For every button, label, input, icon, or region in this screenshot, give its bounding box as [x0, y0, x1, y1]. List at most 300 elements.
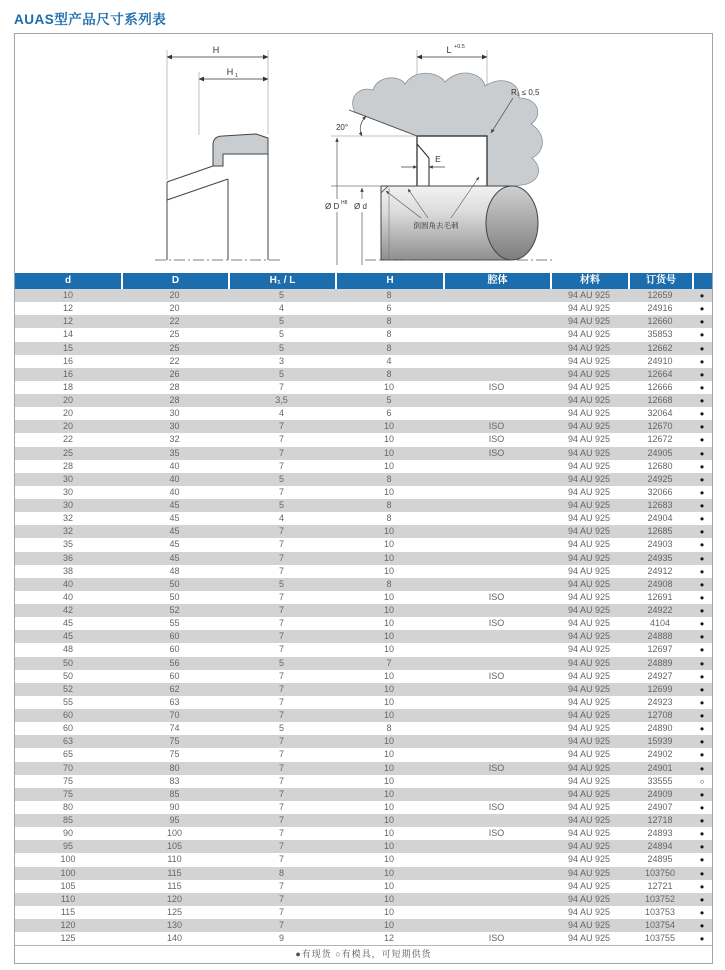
- cell: 45: [169, 500, 180, 510]
- availability-dot: ●: [699, 592, 705, 602]
- cell: 7: [278, 631, 284, 642]
- cell: 5: [278, 578, 284, 589]
- cell: 12662: [647, 342, 673, 353]
- table-row: [15, 762, 712, 775]
- cell: ISO: [488, 762, 505, 773]
- cell: 12691: [647, 591, 673, 602]
- availability-dot: ●: [699, 789, 705, 799]
- availability-dot: ●: [699, 474, 705, 484]
- availability-dot: ●: [699, 632, 705, 642]
- cell: 125: [166, 906, 183, 917]
- table-row: [15, 709, 712, 722]
- table-row: [15, 289, 712, 302]
- cell: 5: [278, 316, 284, 327]
- cell: 7: [278, 801, 284, 812]
- cell: 8: [386, 473, 392, 484]
- cell: 10: [383, 762, 394, 773]
- column-header: D: [121, 273, 228, 289]
- availability-dot: ●: [699, 422, 705, 432]
- cell: 7: [278, 880, 284, 891]
- cell: 60: [62, 723, 73, 734]
- cell: 94 AU 925: [567, 880, 611, 891]
- cell: 94 AU 925: [567, 657, 611, 668]
- cell: 94 AU 925: [567, 710, 611, 720]
- availability-dot: ●: [699, 579, 705, 589]
- cell: 10: [383, 906, 394, 917]
- cell: 12: [62, 303, 73, 314]
- cell: 10: [383, 644, 394, 655]
- availability-dot: ●: [699, 881, 705, 891]
- table-row: [15, 578, 712, 591]
- cell: 94 AU 925: [567, 552, 611, 563]
- cell: 12680: [647, 460, 673, 471]
- cell: 94 AU 925: [567, 395, 611, 405]
- column-header: H: [335, 273, 443, 289]
- cell: 24923: [647, 696, 673, 707]
- table-row: [15, 696, 712, 709]
- cell: 140: [166, 933, 183, 944]
- cell: 103754: [644, 920, 676, 930]
- cell: ISO: [488, 801, 505, 812]
- cell: 94 AU 925: [567, 290, 611, 300]
- cell: 8: [386, 513, 392, 524]
- table-row: [15, 932, 712, 945]
- table-row: [15, 565, 712, 578]
- table-row: [15, 394, 712, 407]
- cell: 10: [383, 539, 394, 550]
- cell: 8: [386, 342, 392, 353]
- availability-dot: ●: [699, 894, 705, 904]
- cell: 60: [62, 710, 73, 720]
- cell: 94 AU 925: [567, 736, 611, 747]
- cell: 56: [169, 657, 180, 668]
- cell: 7: [278, 565, 284, 576]
- cell: 10: [383, 486, 394, 497]
- cell: 94 AU 925: [567, 696, 611, 707]
- seal-cross-section: [155, 45, 281, 260]
- cell: 120: [166, 893, 183, 904]
- table-row: [15, 906, 712, 919]
- cell: 7: [386, 657, 392, 668]
- cell: 94 AU 925: [567, 762, 611, 773]
- cell: 8: [278, 867, 284, 878]
- cell: ISO: [488, 618, 505, 629]
- cell: 10: [383, 460, 394, 471]
- availability-dot: ●: [699, 842, 705, 852]
- cell: 85: [169, 788, 180, 799]
- cell: 7: [278, 644, 284, 655]
- availability-dot: ●: [699, 671, 705, 681]
- cell: [443, 919, 550, 932]
- cell: 55: [62, 696, 73, 707]
- cell: 32: [62, 526, 73, 537]
- cell: 10: [383, 828, 394, 839]
- dia-groove-label: Ø D: [325, 202, 340, 211]
- cell: 10: [383, 526, 394, 537]
- cell: 40: [169, 486, 180, 497]
- cell: 94 AU 925: [567, 447, 611, 458]
- cell: [443, 643, 550, 656]
- availability-dot: ●: [699, 711, 705, 720]
- cell: 94 AU 925: [567, 670, 611, 681]
- table-row: [15, 643, 712, 656]
- cell: ISO: [488, 933, 505, 944]
- availability-dot: ○: [699, 776, 705, 786]
- table-row: [15, 657, 712, 670]
- cell: 94 AU 925: [567, 526, 611, 537]
- cell: 10: [383, 683, 394, 694]
- cell: 12708: [647, 710, 673, 720]
- availability-dot: ●: [699, 304, 705, 314]
- cell: 12718: [647, 815, 673, 825]
- cell: 94 AU 925: [567, 368, 611, 379]
- cell: 94 AU 925: [567, 605, 611, 615]
- table-row: [15, 342, 712, 355]
- groove-outline: [417, 136, 487, 187]
- cell: 94 AU 925: [567, 539, 611, 550]
- cell: 10: [383, 775, 394, 786]
- cell: [443, 788, 550, 801]
- table-row: [15, 919, 712, 932]
- availability-dot: ●: [699, 435, 705, 445]
- cell: 100: [166, 828, 183, 839]
- cell: 10: [383, 421, 394, 432]
- availability-dot: ●: [699, 448, 705, 458]
- availability-dot: ●: [699, 382, 705, 392]
- cell: 80: [62, 801, 73, 812]
- cell: 63: [62, 736, 73, 747]
- cell: 24889: [647, 657, 673, 668]
- cell: 20: [62, 408, 73, 419]
- cell: 7: [278, 854, 284, 865]
- cell: 75: [169, 749, 180, 760]
- cell: 94 AU 925: [567, 500, 611, 510]
- table-row: [15, 328, 712, 341]
- cell: 115: [167, 867, 182, 878]
- cell: 24912: [647, 565, 673, 576]
- cell: 7: [278, 788, 284, 799]
- angle-label: 20°: [335, 123, 349, 132]
- availability-dot: ●: [699, 921, 705, 930]
- column-header: 材料: [550, 273, 628, 289]
- cell: 95: [62, 841, 73, 852]
- cell: 10: [383, 447, 394, 458]
- cell: 12659: [647, 290, 673, 300]
- cell: 115: [167, 880, 182, 891]
- cell: 8: [386, 723, 392, 734]
- cell: 103753: [644, 906, 676, 917]
- table-row: [15, 670, 712, 683]
- cell: 28: [169, 395, 180, 405]
- cell: 24888: [647, 631, 673, 642]
- cell: 94 AU 925: [567, 434, 611, 445]
- table-row: [15, 801, 712, 814]
- cell: [443, 657, 550, 670]
- cell: 7: [278, 815, 284, 825]
- cell: 22: [169, 316, 180, 327]
- cell: 24910: [647, 355, 673, 366]
- cell: 10: [383, 618, 394, 629]
- dim-label-H1: H: [226, 67, 234, 77]
- cell: 110: [167, 854, 182, 865]
- cell: [443, 538, 550, 551]
- cell: 94 AU 925: [567, 329, 611, 340]
- cell: 32: [62, 513, 73, 524]
- cell: 32066: [647, 486, 673, 497]
- cell: 70: [169, 710, 180, 720]
- cell: 7: [278, 749, 284, 760]
- cell: [443, 604, 550, 617]
- availability-dot: ●: [699, 409, 705, 419]
- availability-dot: ●: [699, 396, 705, 405]
- cell: 35: [62, 539, 73, 550]
- cell: [443, 906, 550, 919]
- cell: 94 AU 925: [567, 933, 611, 944]
- availability-legend: ●有现货 ○有模具，可短期供货: [15, 945, 712, 963]
- cell: 94 AU 925: [567, 867, 611, 878]
- dim-label-L-tolerance: +0.5: [454, 44, 465, 50]
- cell: ISO: [488, 447, 505, 458]
- seal-cap: [213, 134, 268, 166]
- cell: 12: [383, 933, 394, 944]
- table-row: [15, 617, 712, 630]
- cell: 7: [278, 552, 284, 563]
- availability-dot: ●: [699, 868, 705, 878]
- cell: 5: [278, 329, 284, 340]
- availability-dot: ●: [699, 829, 705, 839]
- cell: 94 AU 925: [567, 749, 611, 760]
- cell: 94 AU 925: [567, 460, 611, 471]
- cell: 30: [169, 421, 180, 432]
- cell: 24902: [647, 749, 673, 760]
- table-row: [15, 368, 712, 381]
- cell: ISO: [488, 381, 505, 392]
- cell: 24890: [647, 723, 673, 734]
- column-header: 订货号: [628, 273, 692, 289]
- cell: [443, 394, 550, 407]
- cell: 10: [383, 867, 394, 878]
- cell: [443, 460, 550, 473]
- availability-dot: ●: [699, 606, 705, 615]
- cell: 30: [62, 500, 73, 510]
- cell: 110: [60, 893, 76, 904]
- cell: 60: [169, 670, 180, 681]
- cell: 7: [278, 906, 284, 917]
- availability-dot: ●: [699, 737, 705, 747]
- cell: 25: [169, 342, 180, 353]
- cell: 85: [62, 815, 73, 825]
- availability-dot: ●: [699, 461, 705, 471]
- cell: 94 AU 925: [567, 408, 611, 419]
- cell: 103750: [644, 867, 676, 878]
- cell: 12670: [647, 421, 673, 432]
- cell: 94 AU 925: [567, 893, 611, 904]
- cell: 94 AU 925: [567, 815, 611, 825]
- cell: 5: [278, 473, 284, 484]
- cell: [443, 525, 550, 538]
- table-row: [15, 748, 712, 761]
- cell: 40: [62, 591, 73, 602]
- table-row: [15, 486, 712, 499]
- table-row: [15, 447, 712, 460]
- cell: 90: [169, 801, 180, 812]
- cell: 4: [386, 355, 392, 366]
- cell: 10: [383, 854, 394, 865]
- cell: 115: [60, 906, 76, 917]
- cell: 24893: [647, 828, 673, 839]
- cell: 24909: [647, 788, 673, 799]
- cell: 10: [383, 893, 394, 904]
- cell: 94 AU 925: [567, 303, 611, 314]
- cell: 60: [169, 644, 180, 655]
- cell: 22: [62, 434, 73, 445]
- cell: 90: [62, 828, 73, 839]
- dia-groove-tolerance: H8: [341, 200, 348, 206]
- cell: 94 AU 925: [567, 381, 611, 392]
- cell: 45: [169, 526, 180, 537]
- cell: 24916: [647, 303, 673, 314]
- dimension-diameters: [323, 138, 371, 265]
- cell: 20: [62, 421, 73, 432]
- cell: 42: [62, 605, 73, 615]
- cell: 10: [383, 381, 394, 392]
- cell: 8: [386, 316, 392, 327]
- cell: 33555: [647, 775, 673, 786]
- availability-dot: ●: [699, 356, 705, 366]
- cell: 10: [383, 710, 394, 720]
- dimension-L: [417, 44, 487, 57]
- cell: [443, 630, 550, 643]
- cell: 50: [62, 670, 73, 681]
- cell: 94 AU 925: [567, 591, 611, 602]
- cell: 75: [62, 775, 73, 786]
- cell: 20: [169, 303, 180, 314]
- table-row: [15, 420, 712, 433]
- cell: 24908: [647, 578, 673, 589]
- cell: 45: [62, 631, 73, 642]
- availability-dot: ●: [699, 501, 705, 510]
- cell: 94 AU 925: [567, 486, 611, 497]
- cell: 12: [62, 316, 73, 327]
- cell: [443, 709, 550, 722]
- cell: 24895: [647, 854, 673, 865]
- availability-dot: ●: [699, 934, 705, 944]
- cell: 10: [383, 880, 394, 891]
- cell: 5: [278, 500, 284, 510]
- cell: ISO: [488, 828, 505, 839]
- cell: 94 AU 925: [567, 906, 611, 917]
- technical-drawing: [15, 34, 712, 273]
- table-row: [15, 355, 712, 368]
- availability-dot: ●: [699, 527, 705, 537]
- cell: 95: [169, 815, 180, 825]
- cell: 60: [169, 631, 180, 642]
- cell: 48: [62, 644, 73, 655]
- availability-dot: ●: [699, 907, 705, 917]
- cell: 94 AU 925: [567, 920, 611, 930]
- cell: 10: [383, 565, 394, 576]
- cell: 7: [278, 486, 284, 497]
- cell: 14: [62, 329, 73, 340]
- cell: [443, 735, 550, 748]
- cell: 8: [386, 290, 392, 300]
- cell: 7: [278, 618, 284, 629]
- cell: [443, 748, 550, 761]
- table-row: [15, 512, 712, 525]
- availability-dot: ●: [699, 369, 705, 379]
- content-frame: [14, 33, 713, 964]
- cell: [443, 512, 550, 525]
- cell: [443, 328, 550, 341]
- cell: 8: [386, 500, 392, 510]
- cell: 8: [386, 578, 392, 589]
- cell: 7: [278, 381, 284, 392]
- cell: 20: [169, 290, 180, 300]
- table-row: [15, 853, 712, 866]
- cell: 24901: [647, 762, 673, 773]
- cell: 26: [169, 368, 180, 379]
- cell: 10: [383, 670, 394, 681]
- cell: [443, 840, 550, 853]
- cell: 5: [278, 368, 284, 379]
- availability-dot: ●: [699, 697, 705, 707]
- cell: 7: [278, 920, 284, 930]
- cell: 4: [278, 513, 284, 524]
- cell: 94 AU 925: [567, 644, 611, 655]
- availability-dot: ●: [699, 684, 705, 694]
- cell: [443, 368, 550, 381]
- table-row: [15, 630, 712, 643]
- cell: 10: [383, 696, 394, 707]
- table-row: [15, 538, 712, 551]
- cell: 94 AU 925: [567, 421, 611, 432]
- cell: 5: [278, 723, 284, 734]
- cell: 94 AU 925: [567, 723, 611, 734]
- table-row: [15, 525, 712, 538]
- cell: 16: [62, 355, 73, 366]
- cell: 7: [278, 670, 284, 681]
- table-row: [15, 867, 712, 880]
- cell: 55: [169, 618, 180, 629]
- cell: 7: [278, 434, 284, 445]
- table-header: [15, 273, 712, 289]
- cell: [443, 893, 550, 906]
- cell: 70: [62, 762, 73, 773]
- column-header: [692, 273, 712, 289]
- cell: 10: [383, 605, 394, 615]
- cell: [443, 473, 550, 486]
- availability-dot: ●: [699, 816, 705, 825]
- cell: 3,5: [275, 395, 288, 405]
- cell: 10: [383, 841, 394, 852]
- cell: 10: [383, 801, 394, 812]
- cell: 75: [62, 788, 73, 799]
- cell: 74: [169, 723, 180, 734]
- cell: [443, 552, 550, 565]
- cell: 40: [169, 473, 180, 484]
- dimension-H1: [199, 67, 268, 79]
- cell: 75: [169, 736, 180, 747]
- availability-dot: ●: [699, 802, 705, 812]
- cell: 63: [169, 696, 180, 707]
- cell: 125: [60, 933, 76, 944]
- cell: 52: [62, 683, 73, 694]
- cell: 3: [278, 355, 284, 366]
- table-body: [15, 289, 712, 945]
- cell: 7: [278, 696, 284, 707]
- cell: 94 AU 925: [567, 355, 611, 366]
- dim-label-L: L: [446, 45, 452, 55]
